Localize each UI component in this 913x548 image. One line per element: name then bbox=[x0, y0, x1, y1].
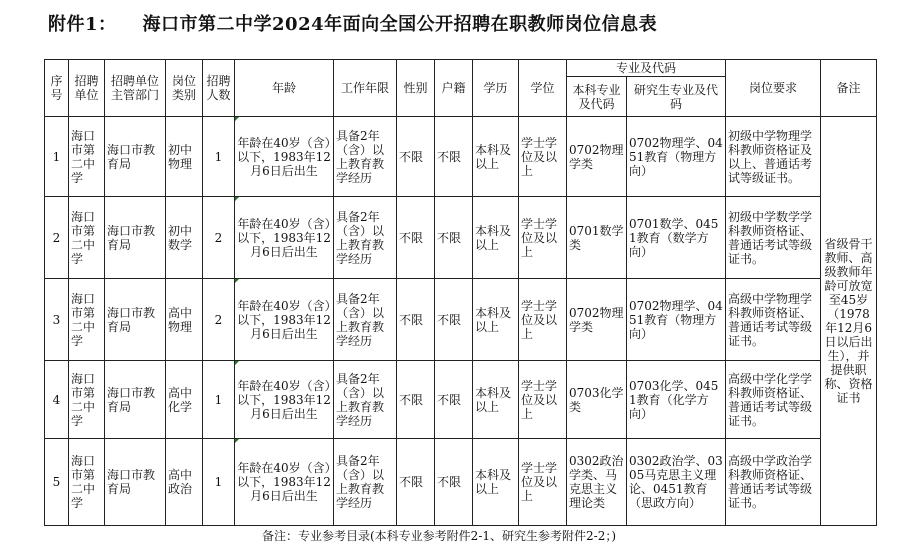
cell-dept: 海口市教育局 bbox=[105, 197, 166, 279]
cell-major-graduate: 0703化学、0451教育（化学方向） bbox=[627, 361, 726, 439]
cell-hukou: 不限 bbox=[435, 279, 473, 361]
cell-unit: 海口市第二中学 bbox=[69, 197, 105, 279]
cell-remark: 省级骨干教师、高级教师年龄可放宽至45岁（1978年12月6日以后出生），并提供职称、资格证书 bbox=[821, 117, 877, 526]
header-major-bachelor: 本科专业及代码 bbox=[567, 77, 627, 117]
cell-major-bachelor: 0702物理学类 bbox=[567, 117, 627, 197]
cell-degree: 学士学位及以上 bbox=[519, 279, 567, 361]
cell-experience: 具备2年（含）以上教育教学经历 bbox=[334, 117, 397, 197]
cell-hukou: 不限 bbox=[435, 361, 473, 439]
table-row bbox=[45, 117, 877, 197]
cell-hukou: 不限 bbox=[435, 117, 473, 197]
cell-category: 高中政治 bbox=[166, 439, 203, 526]
header-seq: 序号 bbox=[45, 60, 69, 117]
header-remark: 备注 bbox=[821, 60, 877, 117]
header-unit: 招聘单位 bbox=[69, 60, 105, 117]
header-experience: 工作年限 bbox=[334, 60, 397, 117]
table-row bbox=[45, 279, 877, 361]
cell-requirement: 初级中学数学学科教师资格证、普通话考试等级证书。 bbox=[726, 197, 821, 279]
cell-count: 2 bbox=[203, 197, 235, 279]
cell-seq: 3 bbox=[45, 279, 69, 361]
cell-age: 年龄在40岁（含）以下，1983年12月6日后出生 bbox=[235, 361, 334, 439]
cell-category: 高中物理 bbox=[166, 279, 203, 361]
cell-category: 初中数学 bbox=[166, 197, 203, 279]
cell-dept: 海口市教育局 bbox=[105, 361, 166, 439]
cell-age: 年龄在40岁（含）以下，1983年12月6日后出生 bbox=[235, 117, 334, 197]
footnote: 备注：专业参考目录(本科专业参考附件2-1、研究生参考附件2-2；) bbox=[262, 529, 617, 543]
cell-education: 本科及以上 bbox=[473, 439, 519, 526]
cell-major-bachelor: 0702物理学类 bbox=[567, 279, 627, 361]
cell-requirement: 高级中学政治学科教师资格证、普通话考试等级证书。 bbox=[726, 439, 821, 526]
cell-unit: 海口市第二中学 bbox=[69, 279, 105, 361]
title-text: 海口市第二中学2024年面向全国公开招聘在职教师岗位信息表 bbox=[142, 14, 658, 35]
cell-requirement: 高级中学物理学科教师资格证、普通话考试等级证书。 bbox=[726, 279, 821, 361]
header-dept: 招聘单位主管部门 bbox=[105, 60, 166, 117]
cell-major-graduate: 0701数学、0451教育（数学方向） bbox=[627, 197, 726, 279]
cell-major-bachelor: 0302政治学类、马克思主义理论类 bbox=[567, 439, 627, 526]
cell-degree: 学士学位及以上 bbox=[519, 197, 567, 279]
positions-table bbox=[44, 59, 877, 526]
cell-age: 年龄在40岁（含）以下，1983年12月6日后出生 bbox=[235, 197, 334, 279]
title-prefix: 附件1： bbox=[48, 14, 117, 35]
cell-experience: 具备2年（含）以上教育教学经历 bbox=[334, 439, 397, 526]
table-row bbox=[45, 197, 877, 279]
cell-gender: 不限 bbox=[397, 197, 435, 279]
header-hukou: 户籍 bbox=[435, 60, 473, 117]
cell-degree: 学士学位及以上 bbox=[519, 439, 567, 526]
cell-category: 初中物理 bbox=[166, 117, 203, 197]
cell-gender: 不限 bbox=[397, 117, 435, 197]
cell-education: 本科及以上 bbox=[473, 117, 519, 197]
cell-age: 年龄在40岁（含）以下，1983年12月6日后出生 bbox=[235, 279, 334, 361]
page-title bbox=[48, 10, 657, 36]
cell-count: 1 bbox=[203, 117, 235, 197]
cell-seq: 5 bbox=[45, 439, 69, 526]
cell-hukou: 不限 bbox=[435, 439, 473, 526]
header-age: 年龄 bbox=[235, 60, 334, 117]
cell-seq: 2 bbox=[45, 197, 69, 279]
cell-dept: 海口市教育局 bbox=[105, 117, 166, 197]
cell-requirement: 高级中学化学学科教师资格证、普通话考试等级证书。 bbox=[726, 361, 821, 439]
header-major-group: 专业及代码 bbox=[567, 60, 726, 77]
header-education: 学历 bbox=[473, 60, 519, 117]
cell-experience: 具备2年（含）以上教育教学经历 bbox=[334, 279, 397, 361]
table-row bbox=[45, 439, 877, 526]
cell-major-graduate: 0302政治学、0305马克思主义理论、0451教育（思政方向） bbox=[627, 439, 726, 526]
cell-count: 1 bbox=[203, 439, 235, 526]
cell-gender: 不限 bbox=[397, 439, 435, 526]
cell-dept: 海口市教育局 bbox=[105, 279, 166, 361]
header-major-graduate: 研究生专业及代码 bbox=[627, 77, 726, 117]
cell-education: 本科及以上 bbox=[473, 361, 519, 439]
cell-degree: 学士学位及以上 bbox=[519, 361, 567, 439]
cell-unit: 海口市第二中学 bbox=[69, 117, 105, 197]
cell-major-bachelor: 0701数学类 bbox=[567, 197, 627, 279]
cell-gender: 不限 bbox=[397, 279, 435, 361]
cell-degree: 学士学位及以上 bbox=[519, 117, 567, 197]
table-row bbox=[45, 361, 877, 439]
header-requirement: 岗位要求 bbox=[726, 60, 821, 117]
cell-education: 本科及以上 bbox=[473, 279, 519, 361]
header-degree: 学位 bbox=[519, 60, 567, 117]
cell-major-graduate: 0702物理学、0451教育（物理方向） bbox=[627, 117, 726, 197]
cell-seq: 1 bbox=[45, 117, 69, 197]
cell-unit: 海口市第二中学 bbox=[69, 361, 105, 439]
cell-count: 1 bbox=[203, 361, 235, 439]
cell-gender: 不限 bbox=[397, 361, 435, 439]
cell-category: 高中化学 bbox=[166, 361, 203, 439]
cell-hukou: 不限 bbox=[435, 197, 473, 279]
cell-seq: 4 bbox=[45, 361, 69, 439]
cell-experience: 具备2年（含）以上教育教学经历 bbox=[334, 361, 397, 439]
header-gender: 性别 bbox=[397, 60, 435, 117]
cell-requirement: 初级中学物理学科教师资格证及以上、普通话考试等级证书。 bbox=[726, 117, 821, 197]
cell-major-bachelor: 0703化学类 bbox=[567, 361, 627, 439]
cell-experience: 具备2年（含）以上教育教学经历 bbox=[334, 197, 397, 279]
cell-dept: 海口市教育局 bbox=[105, 439, 166, 526]
cell-unit: 海口市第二中学 bbox=[69, 439, 105, 526]
cell-age: 年龄在40岁（含）以下，1983年12月6日后出生 bbox=[235, 439, 334, 526]
cell-major-graduate: 0702物理学、0451教育（物理方向） bbox=[627, 279, 726, 361]
header-category: 岗位类别 bbox=[166, 60, 203, 117]
cell-education: 本科及以上 bbox=[473, 197, 519, 279]
header-count: 招聘人数 bbox=[203, 60, 235, 117]
cell-count: 2 bbox=[203, 279, 235, 361]
